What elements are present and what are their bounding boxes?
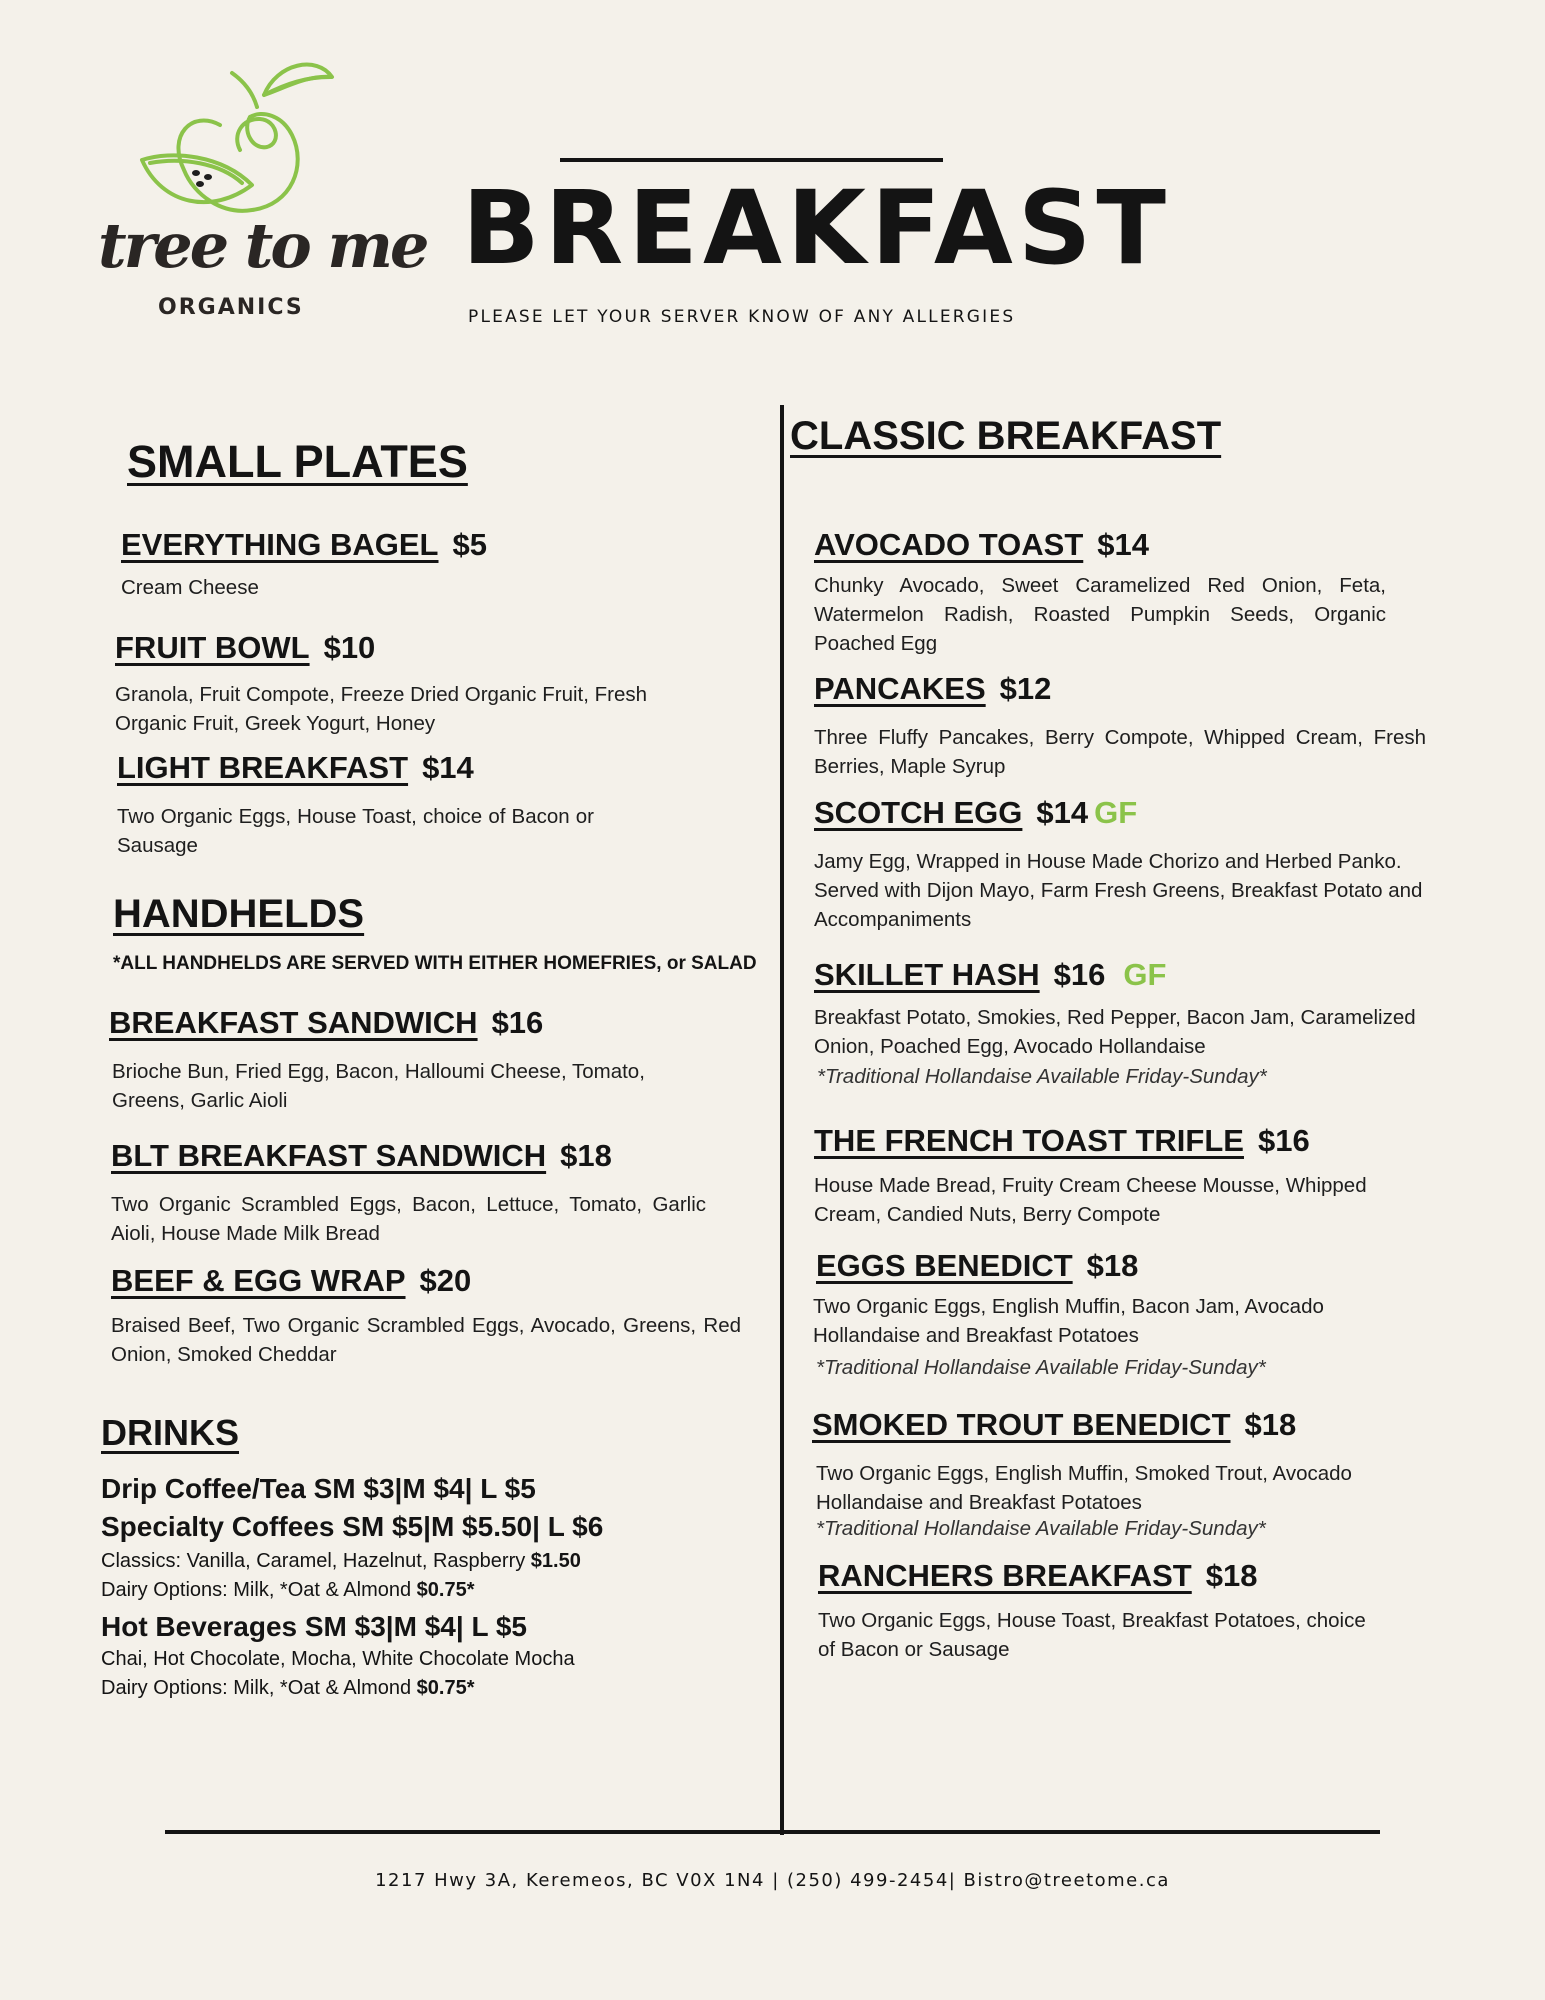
hot-dairy-options: Dairy Options: Milk, *Oat & Almond [101, 1677, 412, 1699]
menu-item-breakfast-sandwich [109, 1005, 749, 1115]
item-price: $10 [323, 630, 376, 665]
menu-item-everything-bagel [121, 527, 721, 602]
item-name: THE FRENCH TOAST TRIFLE [814, 1123, 1244, 1158]
item-price: $18 [1244, 1407, 1297, 1442]
item-description: Two Organic Eggs, English Muffin, Smoked Trout, Avocado Hollandaise and Breakfast Potatoes [816, 1462, 1352, 1514]
brand-logo [92, 55, 427, 325]
specialty-coffees-line: Specialty Coffees SM $5|M $5.50| L $6 [101, 1511, 604, 1542]
item-name: FRUIT BOWL [115, 630, 310, 665]
drip-coffee-line: Drip Coffee/Tea SM $3|M $4| L $5 [101, 1473, 536, 1504]
item-price: $14 [1036, 795, 1089, 830]
menu-item-blt-breakfast-sandwich [111, 1138, 751, 1248]
item-name: AVOCADO TOAST [814, 527, 1084, 562]
item-price: $16 [1053, 957, 1106, 992]
menu-item-fruit-bowl [115, 630, 655, 738]
item-description: Two Organic Eggs, House Toast, choice of Bacon or Sausage [117, 805, 594, 857]
item-name: EGGS BENEDICT [816, 1248, 1073, 1283]
gluten-free-badge: GF [1094, 795, 1138, 830]
item-name: SCOTCH EGG [814, 795, 1023, 830]
item-name: RANCHERS BREAKFAST [818, 1558, 1192, 1593]
specialty-classics-price: $1.50 [530, 1550, 581, 1572]
menu-item-avocado-toast [814, 527, 1394, 658]
menu-item-skillet-hash [814, 957, 1454, 1089]
item-name: BEEF & EGG WRAP [111, 1263, 406, 1298]
item-price: $18 [1205, 1558, 1258, 1593]
footer-rule [165, 1830, 1380, 1834]
item-price: $12 [999, 671, 1052, 706]
item-price: $16 [1257, 1123, 1310, 1158]
apple-leaf-logo-icon [92, 55, 382, 235]
menu-item-scotch-egg [814, 795, 1454, 934]
item-description: Two Organic Scrambled Eggs, Bacon, Lettuce, Tomato, Garlic Aioli, House Made Milk Bread [111, 1193, 706, 1245]
item-description: Braised Beef, Two Organic Scrambled Eggs, Avocado, Greens, Red Onion, Smoked Cheddar [111, 1314, 741, 1366]
allergy-note: PLEASE LET YOUR SERVER KNOW OF ANY ALLERGIES [468, 307, 1016, 327]
classic-breakfast-heading: CLASSIC BREAKFAST [790, 414, 1222, 458]
menu-item-french-toast-trifle [814, 1123, 1454, 1229]
drinks-list [101, 1473, 761, 1703]
item-name: BLT BREAKFAST SANDWICH [111, 1138, 547, 1173]
item-description: House Made Bread, Fruity Cream Cheese Mousse, Whipped Cream, Candied Nuts, Berry Compote [814, 1174, 1367, 1226]
item-name: SMOKED TROUT BENEDICT [812, 1407, 1231, 1442]
item-name: EVERYTHING BAGEL [121, 527, 439, 562]
item-name: PANCAKES [814, 671, 986, 706]
brand-script-name: tree to me [98, 209, 427, 282]
item-description: Breakfast Potato, Smokies, Red Pepper, Bacon Jam, Caramelized Onion, Poached Egg, Avocado Hollandaise [814, 1006, 1416, 1058]
hollandaise-note: *Traditional Hollandaise Available Friday-Sunday* [816, 1356, 1266, 1379]
handhelds-heading: HANDHELDS [113, 892, 365, 936]
item-name: SKILLET HASH [814, 957, 1040, 992]
hollandaise-note: *Traditional Hollandaise Available Friday-Sunday* [816, 1517, 1266, 1540]
item-description: Two Organic Eggs, House Toast, Breakfast Potatoes, choice of Bacon or Sausage [818, 1609, 1366, 1661]
item-description: Jamy Egg, Wrapped in House Made Chorizo and Herbed Panko. Served with Dijon Mayo, Farm Fresh Greens, Breakfast Potato and Accompaniments [814, 850, 1423, 931]
menu-item-ranchers-breakfast [818, 1558, 1458, 1664]
specialty-dairy-price: $0.75* [416, 1579, 475, 1601]
title-top-rule [560, 158, 943, 162]
specialty-dairy-options: Dairy Options: Milk, *Oat & Almond [101, 1579, 412, 1601]
item-price: $16 [491, 1005, 544, 1040]
hot-dairy-price: $0.75* [416, 1677, 475, 1699]
brand-subtitle: ORGANICS [158, 295, 304, 320]
drinks-heading: DRINKS [101, 1412, 240, 1453]
menu-item-beef-egg-wrap [111, 1263, 751, 1369]
hollandaise-note: *Traditional Hollandaise Available Friday-Sunday* [817, 1065, 1267, 1088]
menu-item-smoked-trout-benedict [812, 1407, 1452, 1541]
item-name: LIGHT BREAKFAST [117, 750, 409, 785]
gluten-free-badge: GF [1123, 957, 1167, 992]
item-name: BREAKFAST SANDWICH [109, 1005, 478, 1040]
item-description: Two Organic Eggs, English Muffin, Bacon Jam, Avocado Hollandaise and Breakfast Potatoes [813, 1295, 1324, 1347]
specialty-classics: Classics: Vanilla, Caramel, Hazelnut, Raspberry [101, 1550, 526, 1572]
item-price: $18 [560, 1138, 612, 1173]
footer-contact: 1217 Hwy 3A, Keremeos, BC V0X 1N4 | (250) 499-2454| Bistro@treetome.ca [375, 1870, 1170, 1891]
center-divider [780, 405, 784, 1835]
small-plates-heading: SMALL PLATES [127, 436, 468, 487]
item-price: $18 [1086, 1248, 1139, 1283]
handhelds-note: *ALL HANDHELDS ARE SERVED WITH EITHER HOMEFRIES, or SALAD [113, 953, 757, 974]
item-description: Chunky Avocado, Sweet Caramelized Red Onion, Feta, Watermelon Radish, Roasted Pumpkin Seeds, Organic Poached Egg [814, 574, 1386, 655]
item-price: $20 [419, 1263, 472, 1298]
item-description: Brioche Bun, Fried Egg, Bacon, Halloumi Cheese, Tomato, Greens, Garlic Aioli [112, 1060, 645, 1112]
menu-item-eggs-benedict [813, 1248, 1456, 1380]
item-description: Cream Cheese [121, 576, 259, 599]
item-price: $5 [452, 527, 487, 562]
item-price: $14 [422, 750, 474, 785]
hot-beverages-list: Chai, Hot Chocolate, Mocha, White Chocolate Mocha [101, 1648, 575, 1670]
item-price: $14 [1097, 527, 1149, 562]
menu-item-pancakes [814, 671, 1426, 781]
hot-beverages-line: Hot Beverages SM $3|M $4| L $5 [101, 1611, 528, 1642]
item-description: Three Fluffy Pancakes, Berry Compote, Whipped Cream, Fresh Berries, Maple Syrup [814, 726, 1426, 778]
page-title: BREAKFAST [462, 169, 1171, 288]
menu-item-light-breakfast [117, 750, 617, 860]
item-description: Granola, Fruit Compote, Freeze Dried Organic Fruit, Fresh Organic Fruit, Greek Yogurt, Honey [115, 683, 648, 735]
